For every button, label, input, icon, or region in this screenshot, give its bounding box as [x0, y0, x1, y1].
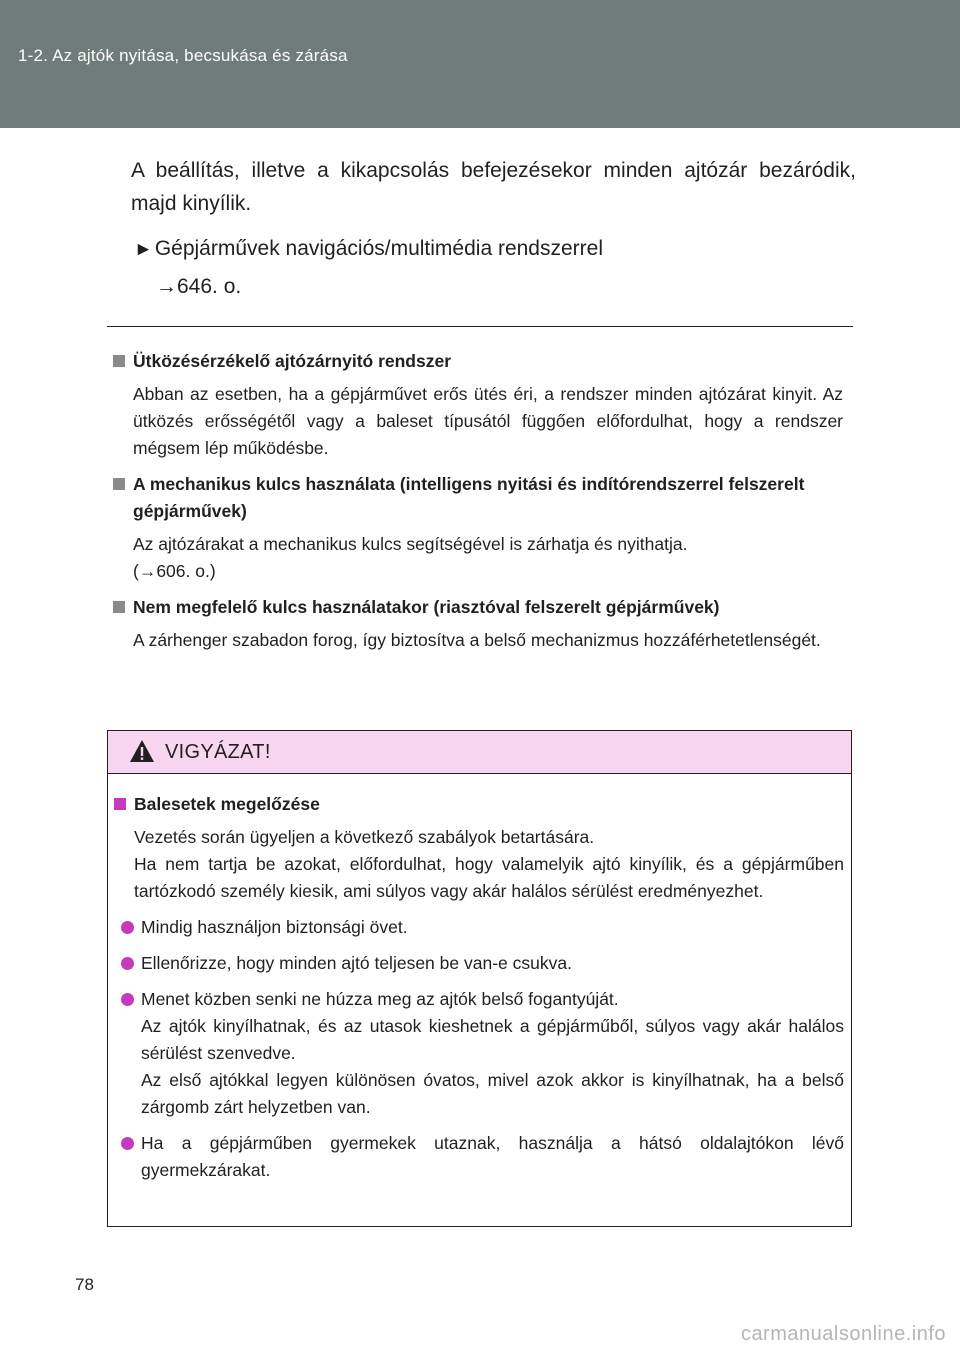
triangle-marker-icon: ► — [134, 239, 153, 260]
note-heading — [113, 348, 843, 375]
square-bullet-icon — [114, 798, 126, 810]
square-bullet-icon — [113, 355, 125, 367]
nav-system-line — [134, 234, 603, 265]
circle-bullet-icon — [121, 993, 134, 1006]
note-body-line: Az ajtózárakat a mechanikus kulcs segítségével is zárhatja és nyithatja. — [133, 534, 688, 554]
section-title: 1-2. Az ajtók nyitása, becsukása és zárása — [18, 46, 348, 65]
bullet-line: Menet közben senki ne húzza meg az ajtók belső fogantyúját. — [141, 989, 619, 1009]
watermark: carmanualsonline.info — [740, 1323, 946, 1345]
note-body — [113, 531, 843, 585]
bullet-line: Mindig használjon biztonsági övet. — [141, 917, 408, 937]
circle-bullet-icon — [121, 1137, 134, 1150]
warning-subheading — [114, 791, 844, 818]
notes-section — [113, 348, 843, 663]
note-page-reference[interactable]: (→606. o.) — [133, 561, 216, 581]
note-body: A zárhenger szabadon forog, így biztosítva a belső mechanizmus hozzáférhetetlenségét. — [133, 630, 821, 650]
bullet-line: Ellenőrizze, hogy minden ajtó teljesen be van-e csukva. — [141, 953, 572, 973]
page-reference-text: 646. o. — [177, 275, 242, 298]
warning-intro-line: Ha nem tartja be azokat, előfordulhat, hogy valamelyik ajtó kinyílik, és a gépjárműben tartózkodó személy kiesik, ami súlyos vagy akár halálos sérülést eredményezhet. — [134, 854, 844, 901]
warning-bullet — [114, 1130, 844, 1184]
note-heading — [113, 594, 843, 621]
bullet-line: Az első ajtókkal legyen különösen óvatos, mivel azok akkor is kinyílhatnak, ha a belső zárgomb zárt helyzetben van. — [141, 1070, 844, 1117]
note-body: Abban az esetben, ha a gépjárművet erős ütés éri, a rendszer minden ajtózárat kinyit. Az ütközés erősségétől vagy a baleset típusától függően előfordulhat, hogy a rendszer mégsem lép működésbe. — [133, 384, 843, 458]
circle-bullet-icon — [121, 921, 134, 934]
warning-title: VIGYÁZAT! — [165, 741, 271, 763]
warning-subheading-text: Balesetek megelőzése — [134, 794, 320, 814]
warning-bullet — [114, 950, 844, 977]
warning-content — [114, 791, 844, 1193]
bullet-line: Az ajtók kinyílhatnak, és az utasok kieshetnek a gépjárműből, súlyos vagy akár halálos sérülést szenvedve. — [141, 1016, 844, 1063]
note-title: A mechanikus kulcs használata (intelligens nyitási és indítórendszerrel felszerelt gépjárművek) — [133, 474, 805, 521]
warning-triangle-icon — [129, 739, 155, 768]
note-title: Nem megfelelő kulcs használatakor (riasztóval felszerelt gépjárművek) — [133, 597, 720, 617]
section-divider — [107, 326, 853, 327]
page-number: 78 — [75, 1275, 94, 1294]
note-heading — [113, 471, 843, 525]
warning-intro-line: Vezetés során ügyeljen a következő szabályok betartására. — [134, 827, 595, 847]
square-bullet-icon — [113, 601, 125, 613]
warning-bullet — [114, 986, 844, 1121]
warning-intro — [114, 824, 844, 905]
warning-box — [107, 730, 852, 1227]
page-reference[interactable] — [156, 272, 241, 302]
circle-bullet-icon — [121, 957, 134, 970]
warning-bullet — [114, 914, 844, 941]
note-title: Ütközésérzékelő ajtózárnyitó rendszer — [133, 351, 452, 371]
bullet-line: Ha a gépjárműben gyermekek utaznak, használja a hátsó oldalajtókon lévő gyermekzárakat. — [141, 1133, 844, 1180]
square-bullet-icon — [113, 478, 125, 490]
nav-system-label: Gépjárművek navigációs/multimédia rendszerrel — [154, 237, 604, 260]
warning-header — [108, 731, 851, 774]
intro-paragraph: A beállítás, illetve a kikapcsolás befejezésekor minden ajtózár bezáródik, majd kinyílik. — [131, 159, 856, 215]
section-header — [0, 0, 960, 128]
arrow-icon: → — [156, 275, 177, 298]
